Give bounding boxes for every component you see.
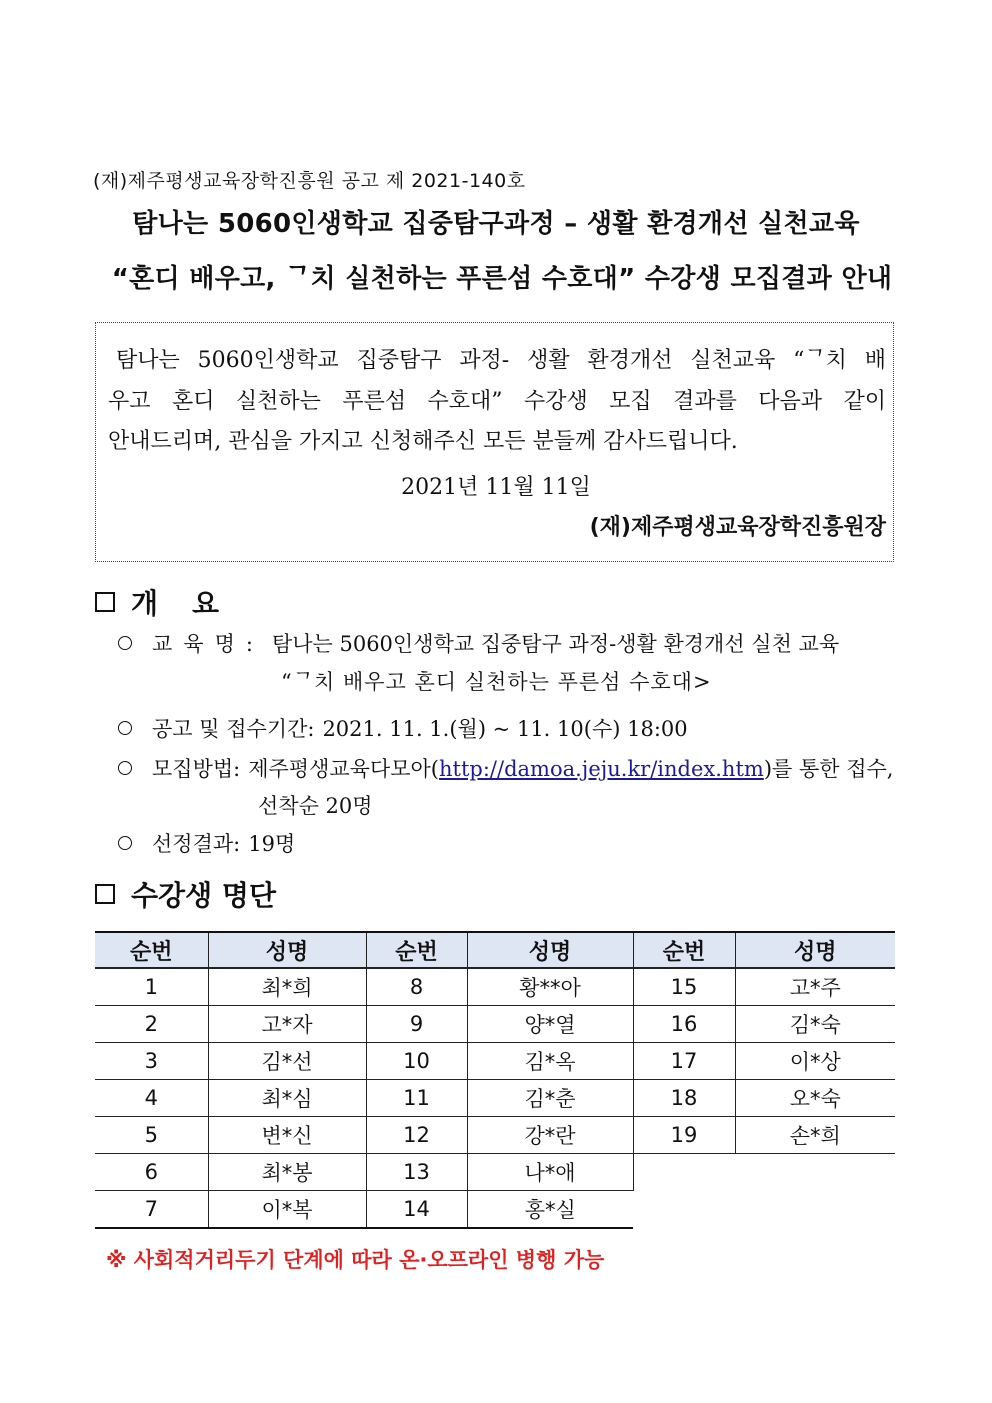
column-header: 순번 bbox=[633, 932, 735, 968]
table-cell: 오*숙 bbox=[735, 1080, 895, 1117]
intro-signer: (재)제주평생교육장학진흥원장 bbox=[589, 515, 886, 540]
section-heading-roster bbox=[95, 874, 276, 914]
table-cell: 15 bbox=[633, 968, 735, 1006]
table-row bbox=[95, 1154, 895, 1191]
table-cell: 김*옥 bbox=[467, 1043, 633, 1080]
document-title: 탐나는 5060인생학교 집중탐구과정 – 생활 환경개선 실천교육 bbox=[132, 209, 860, 239]
table-row bbox=[95, 968, 895, 1006]
item-value-continued: “ᄀ치 배우고 혼디 실천하는 푸른섬 수호대> bbox=[281, 670, 712, 694]
column-header: 성명 bbox=[208, 932, 366, 968]
table-cell: 이*복 bbox=[208, 1191, 366, 1229]
item-value: 탐나는 5060인생학교 집중탐구 과정-생활 환경개선 실천 교육 bbox=[271, 632, 840, 656]
circle-bullet-icon bbox=[118, 836, 132, 850]
table-cell: 9 bbox=[366, 1006, 467, 1043]
table-cell: 황**아 bbox=[467, 968, 633, 1006]
empty-cell bbox=[633, 1154, 895, 1229]
table-cell: 19 bbox=[633, 1117, 735, 1154]
table-cell: 김*숙 bbox=[735, 1006, 895, 1043]
table-cell: 6 bbox=[95, 1154, 208, 1191]
table-cell: 홍*실 bbox=[467, 1191, 633, 1229]
overview-item-result bbox=[118, 828, 295, 858]
table-cell: 16 bbox=[633, 1006, 735, 1043]
circle-bullet-icon bbox=[118, 636, 132, 650]
table-cell: 4 bbox=[95, 1080, 208, 1117]
table-cell: 최*봉 bbox=[208, 1154, 366, 1191]
overview-item-method bbox=[118, 753, 893, 783]
table-cell: 14 bbox=[366, 1191, 467, 1229]
item-label: 교육명: bbox=[152, 632, 264, 656]
section-heading-overview bbox=[95, 582, 253, 622]
table-cell: 17 bbox=[633, 1043, 735, 1080]
intro-text-line: 탐나는 5060인생학교 집중탐구 과정- 생활 환경개선 실천교육 “ᄀ치 배 bbox=[116, 348, 886, 373]
table-cell: 최*희 bbox=[208, 968, 366, 1006]
table-cell: 7 bbox=[95, 1191, 208, 1229]
table-cell: 강*란 bbox=[467, 1117, 633, 1154]
intro-text-line: 우고 혼디 실천하는 푸른섬 수호대” 수강생 모집 결과를 다음과 같이 bbox=[108, 389, 886, 414]
table-cell: 8 bbox=[366, 968, 467, 1006]
table-cell: 1 bbox=[95, 968, 208, 1006]
table-cell: 2 bbox=[95, 1006, 208, 1043]
item-value-continued: 선착순 20명 bbox=[258, 794, 373, 818]
roster-table bbox=[95, 931, 895, 1229]
overview-item-course bbox=[118, 628, 839, 658]
table-cell: 18 bbox=[633, 1080, 735, 1117]
column-header: 순번 bbox=[366, 932, 467, 968]
column-header: 성명 bbox=[735, 932, 895, 968]
table-cell: 13 bbox=[366, 1154, 467, 1191]
intro-date: 2021년 11월 11일 bbox=[401, 475, 591, 500]
table-cell: 최*심 bbox=[208, 1080, 366, 1117]
item-label: 모집방법: bbox=[152, 757, 241, 781]
column-header: 성명 bbox=[467, 932, 633, 968]
table-cell: 11 bbox=[366, 1080, 467, 1117]
method-suffix: )를 통한 접수, bbox=[763, 757, 894, 781]
item-value bbox=[248, 753, 893, 783]
table-cell: 나*애 bbox=[467, 1154, 633, 1191]
column-header: 순번 bbox=[95, 932, 208, 968]
document-subtitle: “혼디 배우고, ᄀ치 실천하는 푸른섬 수호대” 수강생 모집결과 안내 bbox=[111, 264, 893, 294]
damoa-link[interactable]: http://damoa.jeju.kr/index.htm bbox=[439, 757, 764, 781]
table-cell: 고*자 bbox=[208, 1006, 366, 1043]
section-title: 개요 bbox=[131, 587, 254, 620]
item-value: 19명 bbox=[248, 832, 296, 856]
table-cell: 변*신 bbox=[208, 1117, 366, 1154]
table-cell: 12 bbox=[366, 1117, 467, 1154]
table-row bbox=[95, 1117, 895, 1154]
table-row bbox=[95, 1080, 895, 1117]
table-cell: 이*상 bbox=[735, 1043, 895, 1080]
table-header-row bbox=[95, 932, 895, 968]
overview-item-period bbox=[118, 713, 688, 743]
table-row bbox=[95, 1006, 895, 1043]
checkbox-square-icon bbox=[95, 884, 115, 904]
item-label: 선정결과: bbox=[152, 832, 241, 856]
circle-bullet-icon bbox=[118, 761, 132, 775]
method-prefix: 제주평생교육다모아( bbox=[248, 757, 440, 781]
item-label: 공고 및 접수기간: bbox=[152, 717, 315, 741]
table-cell: 김*춘 bbox=[467, 1080, 633, 1117]
circle-bullet-icon bbox=[118, 721, 132, 735]
table-cell: 3 bbox=[95, 1043, 208, 1080]
table-cell: 10 bbox=[366, 1043, 467, 1080]
section-title: 수강생 명단 bbox=[131, 879, 276, 912]
table-cell: 고*주 bbox=[735, 968, 895, 1006]
notice-number: (재)제주평생교육장학진흥원 공고 제 2021-140호 bbox=[93, 170, 526, 192]
table-cell: 5 bbox=[95, 1117, 208, 1154]
intro-text-line: 안내드리며, 관심을 가지고 신청해주신 모든 분들께 감사드립니다. bbox=[108, 429, 738, 454]
checkbox-square-icon bbox=[95, 592, 115, 612]
footnote: ※ 사회적거리두기 단계에 따라 온·오프라인 병행 가능 bbox=[106, 1248, 605, 1272]
table-row bbox=[95, 1043, 895, 1080]
table-cell: 손*희 bbox=[735, 1117, 895, 1154]
table-cell: 김*선 bbox=[208, 1043, 366, 1080]
table-cell: 양*열 bbox=[467, 1006, 633, 1043]
item-value: 2021. 11. 1.(월) ~ 11. 10(수) 18:00 bbox=[322, 717, 688, 741]
